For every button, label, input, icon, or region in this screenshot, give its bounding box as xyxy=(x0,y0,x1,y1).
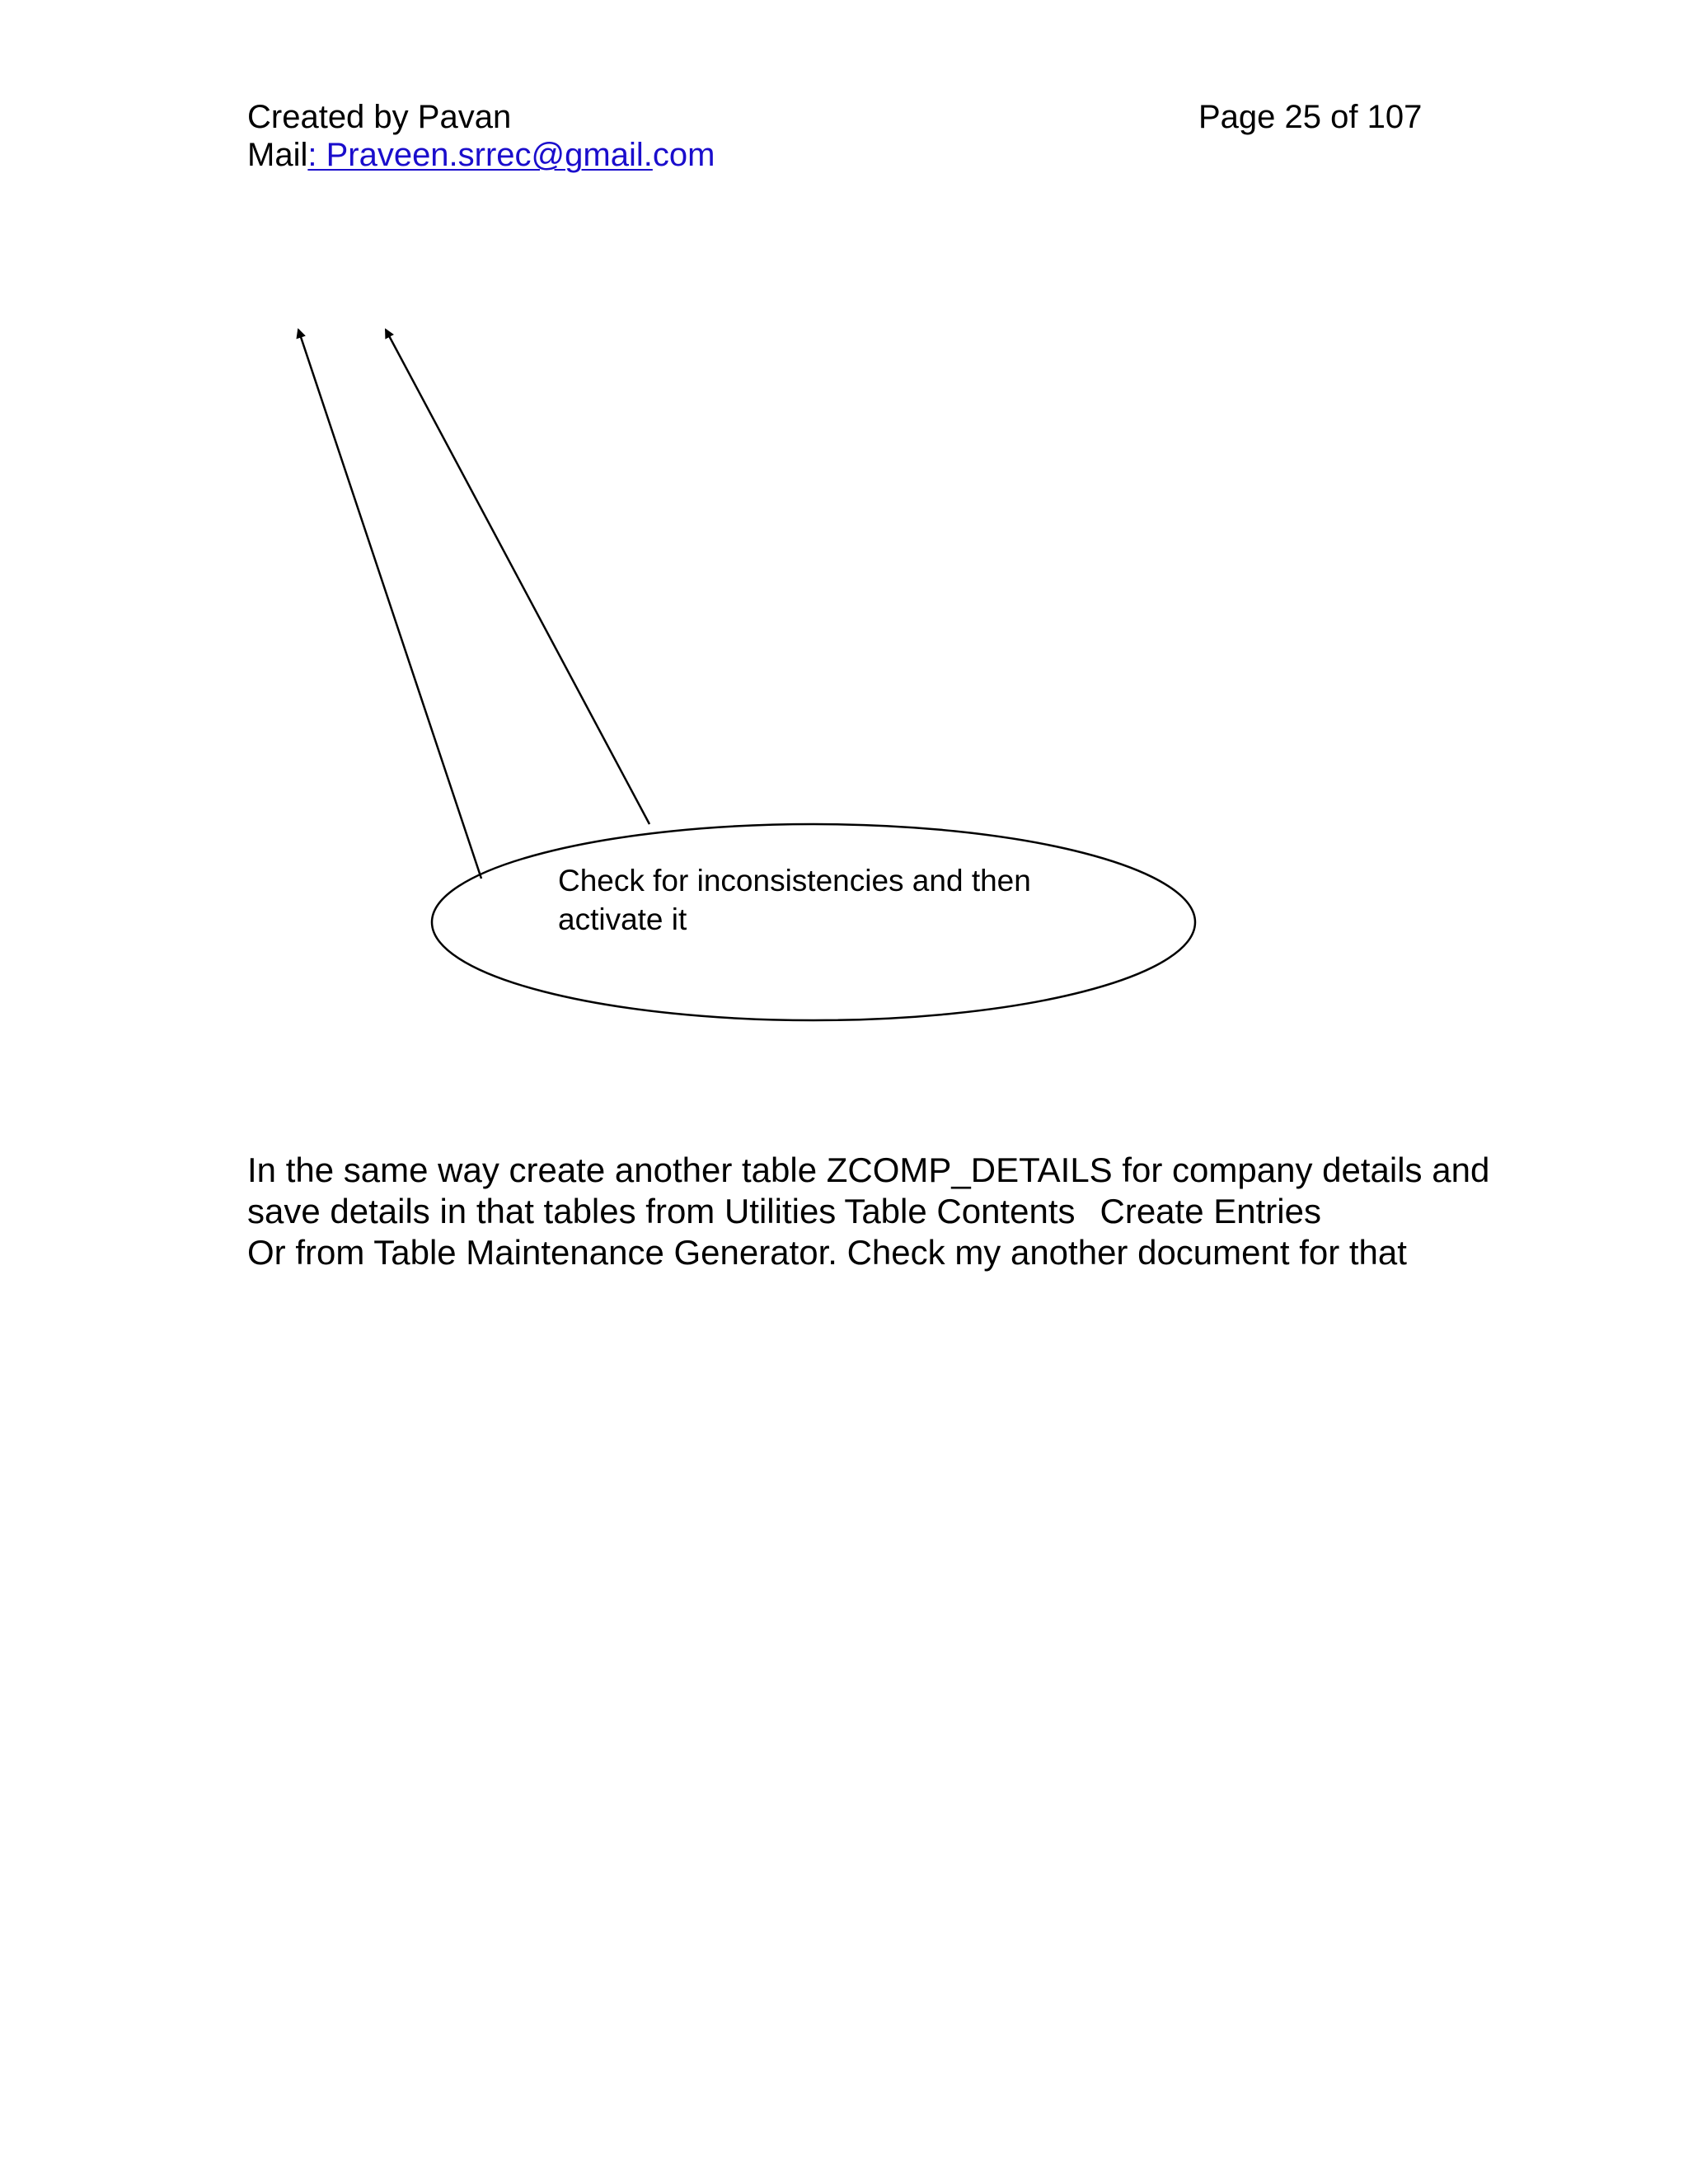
body-paragraph xyxy=(247,1150,1490,1273)
page-number: Page 25 of 107 xyxy=(1198,99,1423,135)
body-line-1 xyxy=(247,1150,1490,1191)
body-line-1-part-b: for company details and xyxy=(1122,1151,1490,1189)
arrow-right xyxy=(386,330,649,824)
email-link-suffix: com xyxy=(652,137,715,173)
mail-label: Mail xyxy=(247,137,308,173)
arrow-left xyxy=(298,330,481,879)
body-line-2-part-b: Table Contents xyxy=(844,1192,1076,1230)
body-line-3 xyxy=(247,1232,1484,1273)
body-line-2-part-a: save details in that tables from Utilities xyxy=(247,1192,837,1230)
callout-text xyxy=(558,861,1118,939)
body-line-2-part-c: Create Entries xyxy=(1100,1192,1321,1230)
created-by-text: Created by Pavan xyxy=(247,99,512,135)
email-link[interactable]: : Praveen.srrec@gmail. xyxy=(307,137,653,173)
body-line-2 xyxy=(247,1191,1484,1232)
callout-line-2: activate it xyxy=(558,902,687,936)
body-line-1-part-a: In the same way create another table ZCOMP_DETAILS xyxy=(247,1151,1113,1189)
body-line-3-part-a: Or from Table Maintenance Generator. Check my another xyxy=(247,1233,1128,1272)
body-line-3-part-b: document for that xyxy=(1137,1233,1407,1272)
callout-line-1: Check for inconsistencies and then xyxy=(558,864,1031,898)
